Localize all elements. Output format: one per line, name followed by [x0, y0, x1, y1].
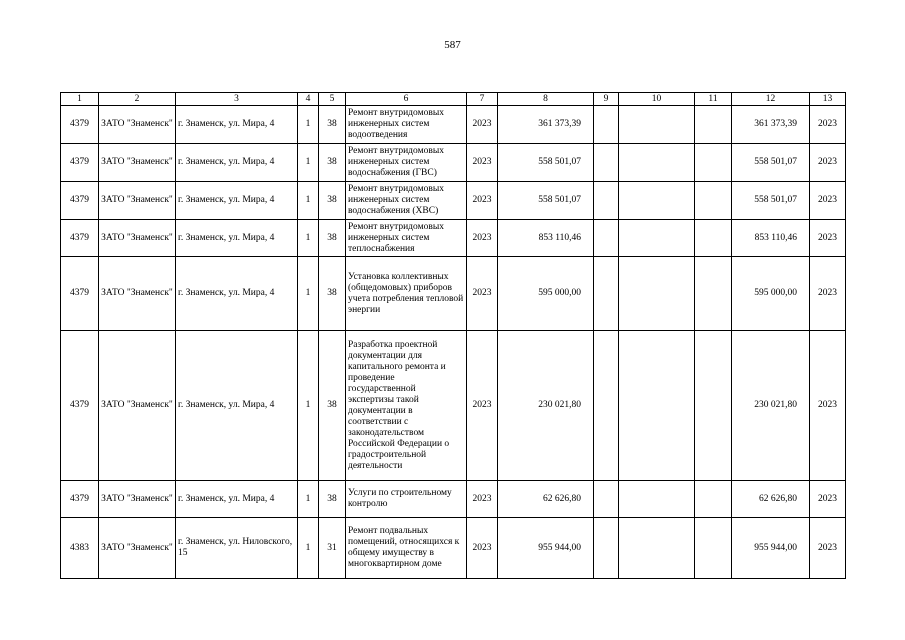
- col-header: 7: [467, 93, 498, 106]
- address: г. Знаменск, ул. Мира, 4: [176, 182, 298, 220]
- col-9: [594, 220, 619, 257]
- table-row: [61, 144, 846, 182]
- col-11: [695, 518, 732, 579]
- total-cost: 230 021,80: [732, 331, 810, 481]
- address: г. Знаменск, ул. Ниловского, 15: [176, 518, 298, 579]
- col-5: 38: [319, 144, 346, 182]
- municipality: ЗАТО "Знаменск": [99, 331, 176, 481]
- year: 2023: [467, 518, 498, 579]
- col-9: [594, 518, 619, 579]
- col-9: [594, 331, 619, 481]
- house-id: 4379: [61, 144, 99, 182]
- col-4: 1: [298, 106, 319, 144]
- total-cost: 955 944,00: [732, 518, 810, 579]
- col-10: [619, 144, 695, 182]
- col-header: 3: [176, 93, 298, 106]
- cost: 853 110,46: [498, 220, 594, 257]
- work-type: Ремонт внутридомовых инженерных систем водоснабжения (ХВС): [346, 182, 467, 220]
- cost: 230 021,80: [498, 331, 594, 481]
- house-id: 4379: [61, 220, 99, 257]
- col-10: [619, 331, 695, 481]
- col-header: 11: [695, 93, 732, 106]
- col-4: 1: [298, 481, 319, 518]
- cost: 558 501,07: [498, 182, 594, 220]
- end-year: 2023: [810, 518, 846, 579]
- col-9: [594, 481, 619, 518]
- col-10: [619, 481, 695, 518]
- col-9: [594, 144, 619, 182]
- col-5: 38: [319, 331, 346, 481]
- work-type: Ремонт внутридомовых инженерных систем теплоснабжения: [346, 220, 467, 257]
- col-5: 38: [319, 220, 346, 257]
- end-year: 2023: [810, 106, 846, 144]
- col-4: 1: [298, 220, 319, 257]
- col-10: [619, 106, 695, 144]
- column-number-row: [61, 93, 846, 106]
- table-row: [61, 220, 846, 257]
- col-5: 31: [319, 518, 346, 579]
- work-type: Установка коллективных (общедомовых) приборов учета потребления тепловой энергии: [346, 257, 467, 331]
- end-year: 2023: [810, 257, 846, 331]
- col-9: [594, 106, 619, 144]
- col-10: [619, 182, 695, 220]
- col-10: [619, 220, 695, 257]
- table-row: [61, 518, 846, 579]
- end-year: 2023: [810, 331, 846, 481]
- col-header: 4: [298, 93, 319, 106]
- house-id: 4379: [61, 182, 99, 220]
- col-4: 1: [298, 518, 319, 579]
- total-cost: 558 501,07: [732, 144, 810, 182]
- year: 2023: [467, 144, 498, 182]
- year: 2023: [467, 481, 498, 518]
- col-header: 10: [619, 93, 695, 106]
- cost: 595 000,00: [498, 257, 594, 331]
- house-id: 4379: [61, 257, 99, 331]
- col-10: [619, 518, 695, 579]
- address: г. Знаменск, ул. Мира, 4: [176, 106, 298, 144]
- col-4: 1: [298, 331, 319, 481]
- year: 2023: [467, 220, 498, 257]
- address: г. Знаменск, ул. Мира, 4: [176, 257, 298, 331]
- year: 2023: [467, 106, 498, 144]
- cost: 361 373,39: [498, 106, 594, 144]
- col-11: [695, 257, 732, 331]
- col-4: 1: [298, 144, 319, 182]
- municipality: ЗАТО "Знаменск": [99, 144, 176, 182]
- house-id: 4379: [61, 106, 99, 144]
- col-5: 38: [319, 182, 346, 220]
- page-number: 587: [444, 39, 461, 51]
- col-header: 2: [99, 93, 176, 106]
- cost: 62 626,80: [498, 481, 594, 518]
- table-row: [61, 331, 846, 481]
- end-year: 2023: [810, 481, 846, 518]
- work-type: Разработка проектной документации для капитального ремонта и проведение государственной экспертизы такой документации в соответствии с законодательством Российской Федерации о градостроительной деятельности: [346, 331, 467, 481]
- house-id: 4379: [61, 331, 99, 481]
- col-header: 9: [594, 93, 619, 106]
- address: г. Знаменск, ул. Мира, 4: [176, 481, 298, 518]
- municipality: ЗАТО "Знаменск": [99, 220, 176, 257]
- col-11: [695, 106, 732, 144]
- year: 2023: [467, 182, 498, 220]
- col-11: [695, 331, 732, 481]
- col-header: 13: [810, 93, 846, 106]
- year: 2023: [467, 257, 498, 331]
- col-header: 12: [732, 93, 810, 106]
- total-cost: 62 626,80: [732, 481, 810, 518]
- table-row: [61, 481, 846, 518]
- col-4: 1: [298, 257, 319, 331]
- work-type: Ремонт подвальных помещений, относящихся к общему имуществу в многоквартирном доме: [346, 518, 467, 579]
- col-9: [594, 257, 619, 331]
- table-row: [61, 106, 846, 144]
- register-table: [60, 92, 846, 579]
- total-cost: 361 373,39: [732, 106, 810, 144]
- work-type: Услуги по строительному контролю: [346, 481, 467, 518]
- col-11: [695, 144, 732, 182]
- total-cost: 595 000,00: [732, 257, 810, 331]
- end-year: 2023: [810, 144, 846, 182]
- address: г. Знаменск, ул. Мира, 4: [176, 331, 298, 481]
- cost: 955 944,00: [498, 518, 594, 579]
- col-header: 6: [346, 93, 467, 106]
- work-type: Ремонт внутридомовых инженерных систем водоснабжения (ГВС): [346, 144, 467, 182]
- col-header: 5: [319, 93, 346, 106]
- municipality: ЗАТО "Знаменск": [99, 106, 176, 144]
- col-5: 38: [319, 106, 346, 144]
- col-11: [695, 182, 732, 220]
- col-header: 8: [498, 93, 594, 106]
- end-year: 2023: [810, 220, 846, 257]
- work-type: Ремонт внутридомовых инженерных систем водоотведения: [346, 106, 467, 144]
- municipality: ЗАТО "Знаменск": [99, 182, 176, 220]
- col-10: [619, 257, 695, 331]
- address: г. Знаменск, ул. Мира, 4: [176, 220, 298, 257]
- house-id: 4379: [61, 481, 99, 518]
- col-5: 38: [319, 257, 346, 331]
- municipality: ЗАТО "Знаменск": [99, 257, 176, 331]
- house-id: 4383: [61, 518, 99, 579]
- table-row: [61, 257, 846, 331]
- end-year: 2023: [810, 182, 846, 220]
- total-cost: 853 110,46: [732, 220, 810, 257]
- cost: 558 501,07: [498, 144, 594, 182]
- col-5: 38: [319, 481, 346, 518]
- table-row: [61, 182, 846, 220]
- col-4: 1: [298, 182, 319, 220]
- address: г. Знаменск, ул. Мира, 4: [176, 144, 298, 182]
- col-header: 1: [61, 93, 99, 106]
- municipality: ЗАТО "Знаменск": [99, 518, 176, 579]
- total-cost: 558 501,07: [732, 182, 810, 220]
- municipality: ЗАТО "Знаменск": [99, 481, 176, 518]
- col-9: [594, 182, 619, 220]
- col-11: [695, 481, 732, 518]
- col-11: [695, 220, 732, 257]
- year: 2023: [467, 331, 498, 481]
